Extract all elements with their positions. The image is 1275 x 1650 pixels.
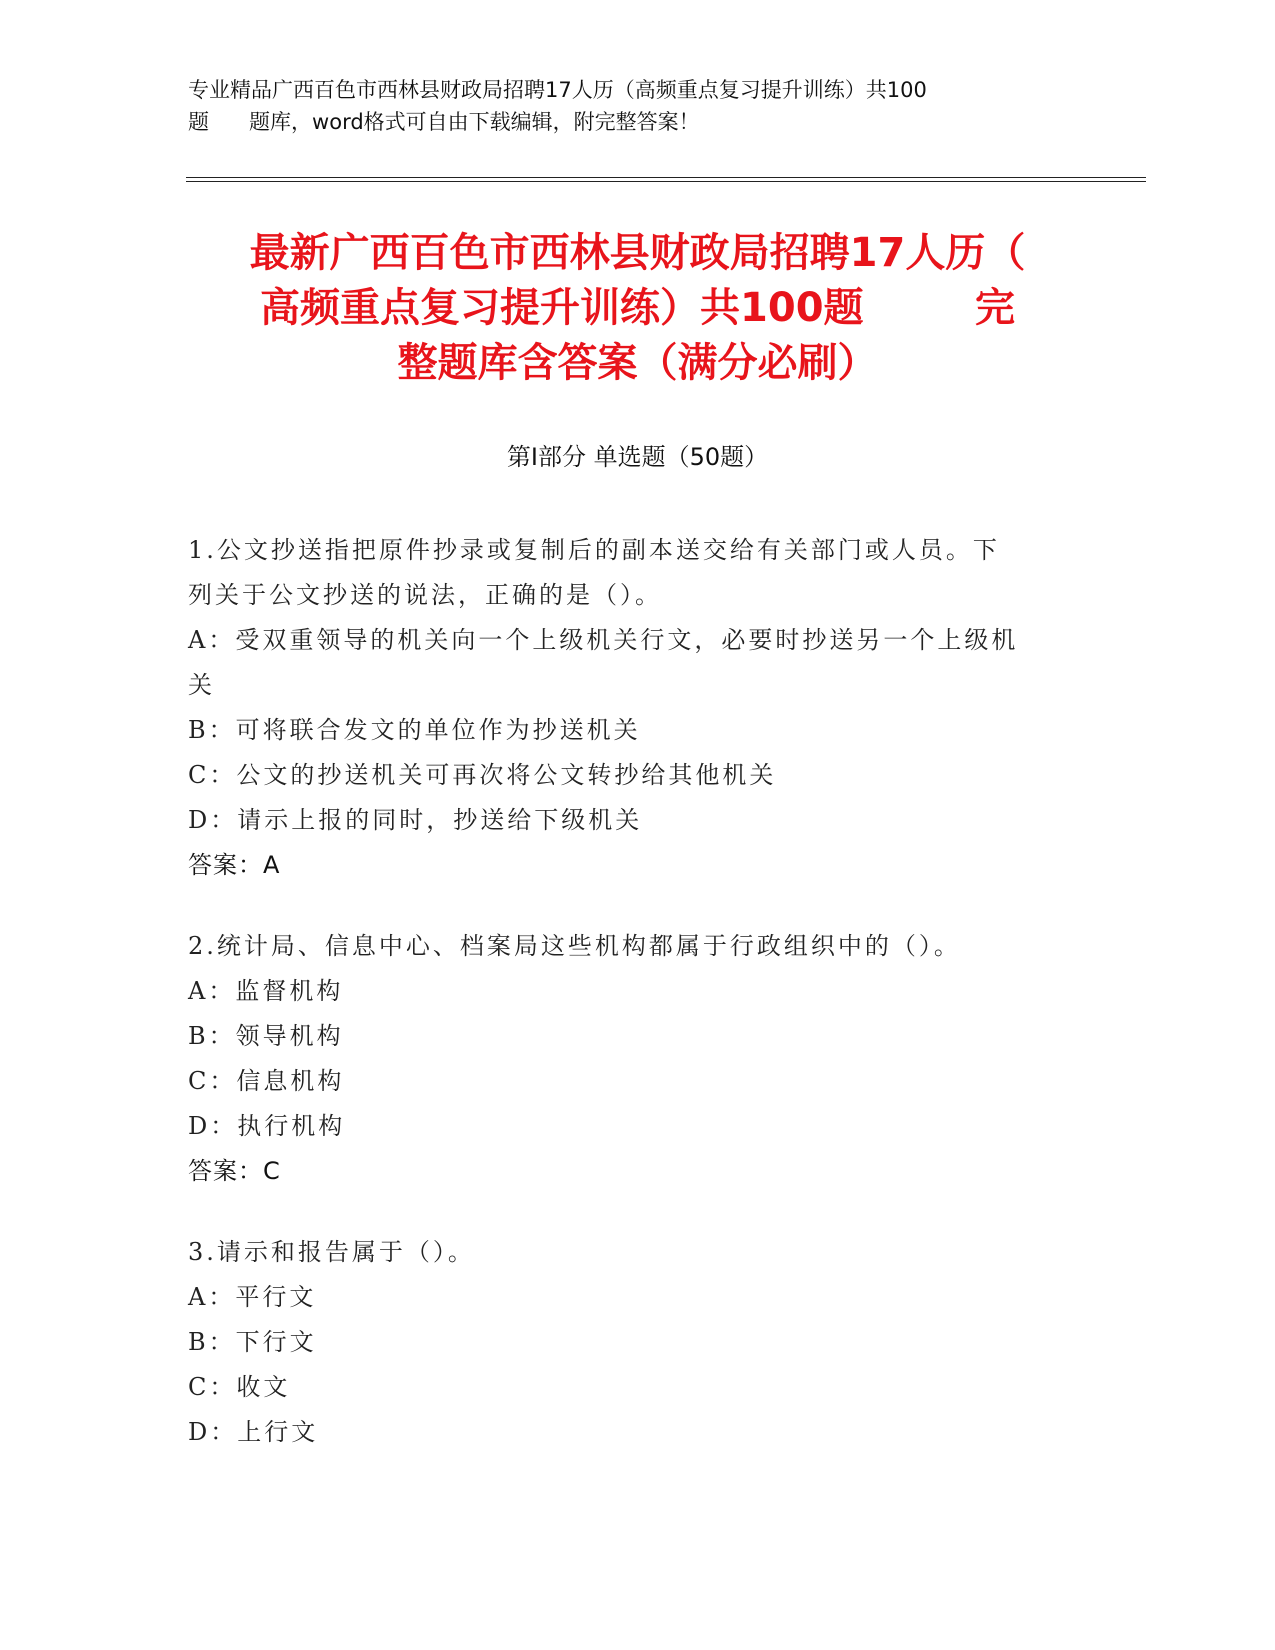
option-d: D：执行机构	[188, 1112, 346, 1140]
option-c: C：公文的抄送机关可再次将公文转抄给其他机关	[188, 761, 777, 789]
question-stem-line: 3.请示和报告属于（）。	[188, 1238, 475, 1266]
question-stem-line: 1.公文抄送指把原件抄录或复制后的副本送交给有关部门或人员。下	[188, 536, 1000, 564]
section-title: 第Ⅰ部分 单选题（50题）	[506, 443, 769, 471]
option-a: A：平行文	[188, 1283, 317, 1311]
question-stem-line: 2.统计局、信息中心、档案局这些机构都属于行政组织中的（）。	[188, 932, 961, 960]
answer-label: 答案：A	[188, 851, 281, 879]
answer-label: 答案：C	[188, 1157, 281, 1185]
option-b: B：可将联合发文的单位作为抄送机关	[188, 716, 641, 744]
question-stem-line: 列关于公文抄送的说法，正确的是（）。	[188, 581, 662, 609]
title-line-3: 整题库含答案（满分必刷）	[397, 340, 878, 386]
option-a: A：监督机构	[188, 977, 344, 1005]
question-3	[188, 1230, 1088, 1455]
option-b: B：下行文	[188, 1328, 317, 1356]
option-d: D：请示上报的同时，抄送给下级机关	[188, 806, 643, 834]
document-title	[180, 226, 1095, 391]
header-divider-bottom	[186, 181, 1146, 182]
option-c: C：收文	[188, 1373, 291, 1401]
option-b: B：领导机构	[188, 1022, 344, 1050]
document-header	[188, 74, 927, 138]
option-a-line: 关	[188, 671, 215, 699]
question-1	[188, 528, 1088, 888]
question-list	[188, 528, 1088, 1491]
header-divider-top	[186, 177, 1146, 178]
header-line-2: 题 题库，word格式可自由下载编辑，附完整答案！	[188, 110, 700, 134]
title-line-2: 高频重点复习提升训练）共100题 完	[260, 285, 1015, 331]
option-d: D：上行文	[188, 1418, 319, 1446]
header-line-1: 专业精品广西百色市西林县财政局招聘17人历（高频重点复习提升训练）共100	[188, 78, 927, 102]
option-c: C：信息机构	[188, 1067, 345, 1095]
option-a-line: A：受双重领导的机关向一个上级机关行文，必要时抄送另一个上级机	[188, 626, 1019, 654]
title-line-1: 最新广西百色市西林县财政局招聘17人历（	[249, 230, 1026, 276]
question-2	[188, 924, 1088, 1194]
